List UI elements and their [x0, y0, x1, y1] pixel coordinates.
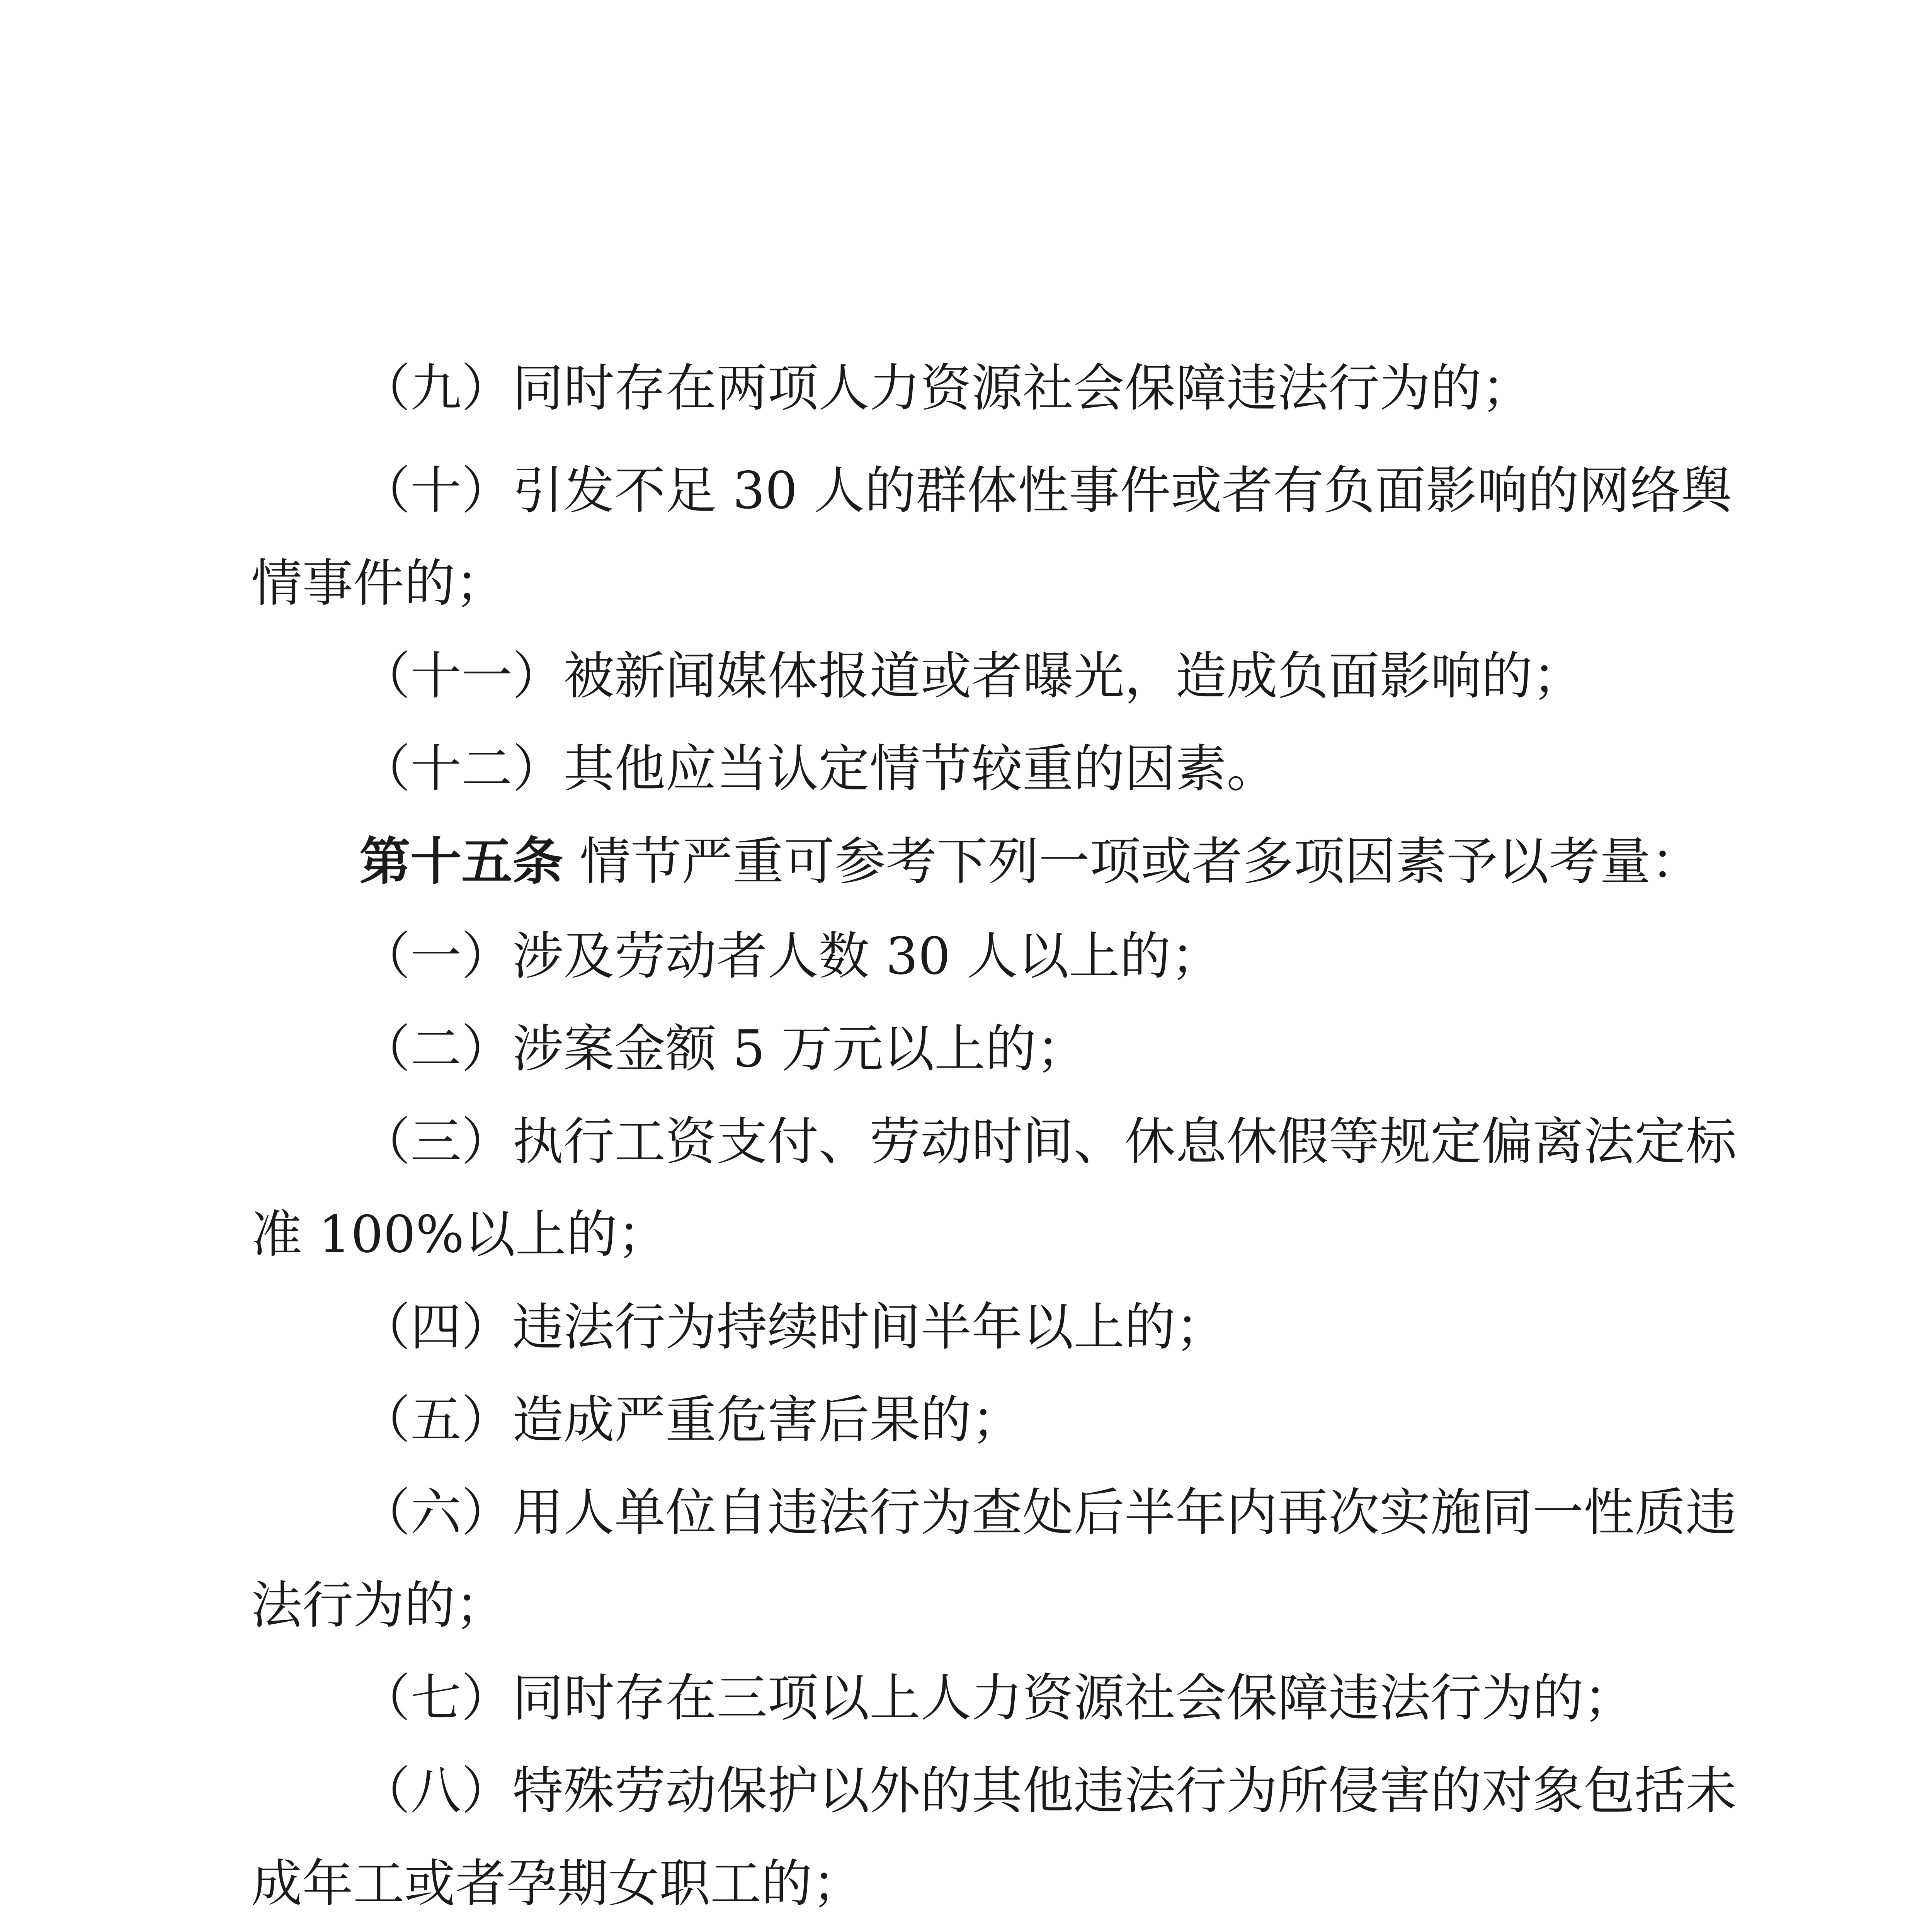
item-eleven-line: （十一）被新闻媒体报道或者曝光，造成负面影响的； — [359, 646, 1584, 706]
article-fifteen-text: 情节严重可参考下列一项或者多项因素予以考量： — [579, 832, 1702, 891]
item-seven-line: （七）同时存在三项以上人力资源社会保障违法行为的； — [359, 1668, 1635, 1728]
article-heading: 第十五条 — [359, 832, 563, 891]
item-twelve-line: （十二）其他应当认定情节较重的因素。 — [359, 739, 1277, 799]
item-five-line: （五）造成严重危害后果的； — [359, 1390, 1022, 1450]
item-six-line-1: （六）用人单位自违法行为查处后半年内再次实施同一性质违 — [359, 1483, 1737, 1543]
item-three-line-2: 准 100%以上的； — [251, 1205, 668, 1264]
item-ten-line-2: 情事件的； — [251, 554, 506, 613]
item-four-line: （四）违法行为持续时间半年以上的； — [359, 1298, 1226, 1357]
item-nine-line: （九）同时存在两项人力资源社会保障违法行为的； — [359, 359, 1533, 418]
item-eight-line-1: （八）特殊劳动保护以外的其他违法行为所侵害的对象包括未 — [359, 1761, 1737, 1821]
item-six-line-2: 法行为的； — [251, 1576, 506, 1635]
item-ten-line-1: （十）引发不足 30 人的群体性事件或者有负面影响的网络舆 — [359, 461, 1732, 520]
item-one-line: （一）涉及劳动者人数 30 人以上的； — [359, 927, 1222, 986]
item-two-line: （二）涉案金额 5 万元以上的； — [359, 1019, 1087, 1079]
item-three-line-1: （三）执行工资支付、劳动时间、休息休假等规定偏离法定标 — [359, 1112, 1737, 1172]
article-fifteen-line — [0, 829, 1917, 895]
item-eight-line-2: 成年工或者孕期女职工的； — [251, 1854, 863, 1913]
